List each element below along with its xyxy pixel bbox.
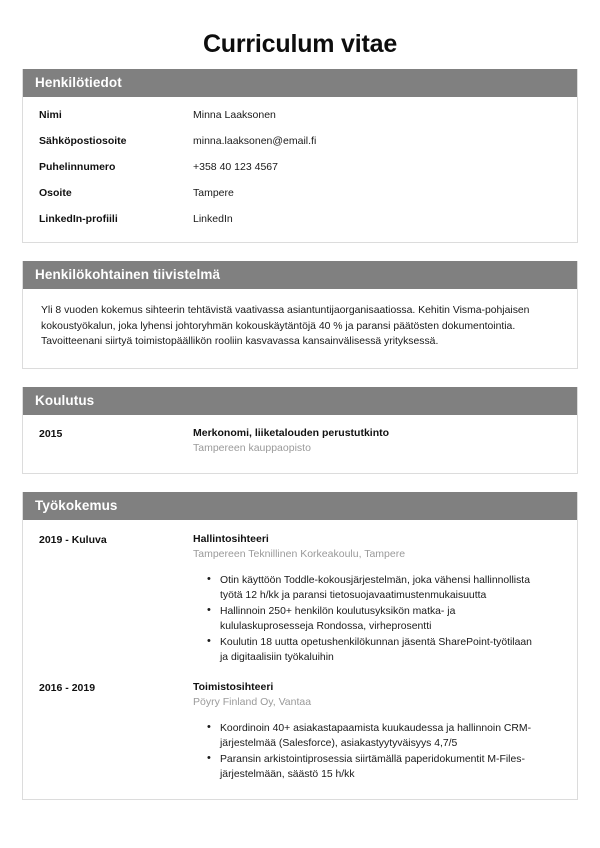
info-label: Sähköpostiosoite	[39, 135, 127, 147]
info-row-linkedin	[39, 213, 563, 226]
entry-date: 2016 - 2019	[39, 681, 96, 694]
experience-body	[23, 520, 577, 799]
info-row-address	[39, 187, 563, 200]
entry-subtitle: Tampereen kauppaopisto	[193, 441, 311, 454]
list-item: • Paransin arkistointiprosessia siirtämällä paperidokumentit M-Files-järjestelmään, säästö 15 h/kk	[207, 752, 563, 783]
education-entry	[39, 426, 563, 456]
entry-title: Toimistosihteeri	[193, 680, 274, 693]
entry-date: 2015	[39, 427, 63, 440]
experience-entry	[39, 680, 563, 785]
summary-text: Yli 8 vuoden kokemus sihteerin tehtävistä vaativassa asiantuntijaorganisaatiossa. Kehitin Visma-pohjaisen kokoustyökalun, joka lyhensi johtoryhmän kokouskäytäntöjä 40 % ja paransi päätösten dokumentointia. Tavoitteenani siirtyä toimistopäällikön rooliin kasvavassa kansainvälisessä yrityksessä.	[41, 305, 530, 347]
entry-main	[193, 532, 563, 668]
info-label: LinkedIn-profiili	[39, 213, 118, 225]
info-value: Tampere	[193, 187, 234, 199]
entry-main	[193, 426, 563, 456]
section-summary	[22, 261, 578, 369]
info-row-name	[39, 109, 563, 122]
summary-body	[23, 289, 577, 368]
page-title: Curriculum vitae	[202, 30, 398, 58]
entry-title: Merkonomi, liiketalouden perustutkinto	[193, 426, 390, 439]
personal-info-body	[23, 97, 577, 242]
info-row-phone	[39, 161, 563, 174]
info-value: Minna Laaksonen	[193, 109, 276, 121]
list-item: • Koulutin 18 uutta opetushenkilökunnan jäsentä SharePoint-työtilaan ja digitaalisiin työkaluihin	[207, 635, 563, 666]
info-row-email	[39, 135, 563, 148]
list-item: • Hallinnoin 250+ henkilön koulutusyksikön matka- ja kululaskuprosesseja Rondossa, virheprosentti	[207, 604, 563, 635]
info-label: Puhelinnumero	[39, 161, 116, 173]
section-education	[22, 387, 578, 474]
section-experience	[22, 492, 578, 800]
info-value: minna.laaksonen@email.fi	[193, 135, 317, 147]
education-body	[23, 415, 577, 473]
experience-entry-head	[39, 532, 563, 668]
entry-date: 2019 - Kuluva	[39, 533, 107, 546]
list-item: • Koordinoin 40+ asiakastapaamista kuukaudessa ja hallinnoin CRM-järjestelmää (Salesforce), asiakastyytyväisyys 4,7/5	[207, 721, 563, 752]
entry-title: Hallintosihteeri	[193, 532, 269, 545]
section-personal-info	[22, 69, 578, 243]
section-heading-education: Koulutus	[23, 387, 577, 415]
experience-entry	[39, 532, 563, 668]
info-label: Nimi	[39, 109, 62, 121]
experience-entry-head	[39, 680, 563, 785]
entry-subtitle: Pöyry Finland Oy, Vantaa	[193, 695, 312, 708]
info-value: +358 40 123 4567	[193, 161, 278, 173]
entry-bullet-list	[193, 573, 563, 666]
section-heading-experience: Työkokemus	[23, 492, 577, 520]
section-heading-summary: Henkilökohtainen tiivistelmä	[23, 261, 577, 289]
entry-subtitle: Tampereen Teknillinen Korkeakoulu, Tampere	[193, 547, 406, 560]
info-label: Osoite	[39, 187, 72, 199]
section-heading-personal-info: Henkilötiedot	[23, 69, 577, 97]
entry-main	[193, 680, 563, 785]
info-value-linkedin[interactable]: LinkedIn	[193, 213, 233, 225]
list-item: • Otin käyttöön Toddle-kokousjärjestelmän, joka vähensi hallinnollista työtä 12 h/kk ja paransi tietosuojavaatimustenmukaisuutta	[207, 573, 563, 604]
entry-bullet-list	[193, 721, 563, 783]
